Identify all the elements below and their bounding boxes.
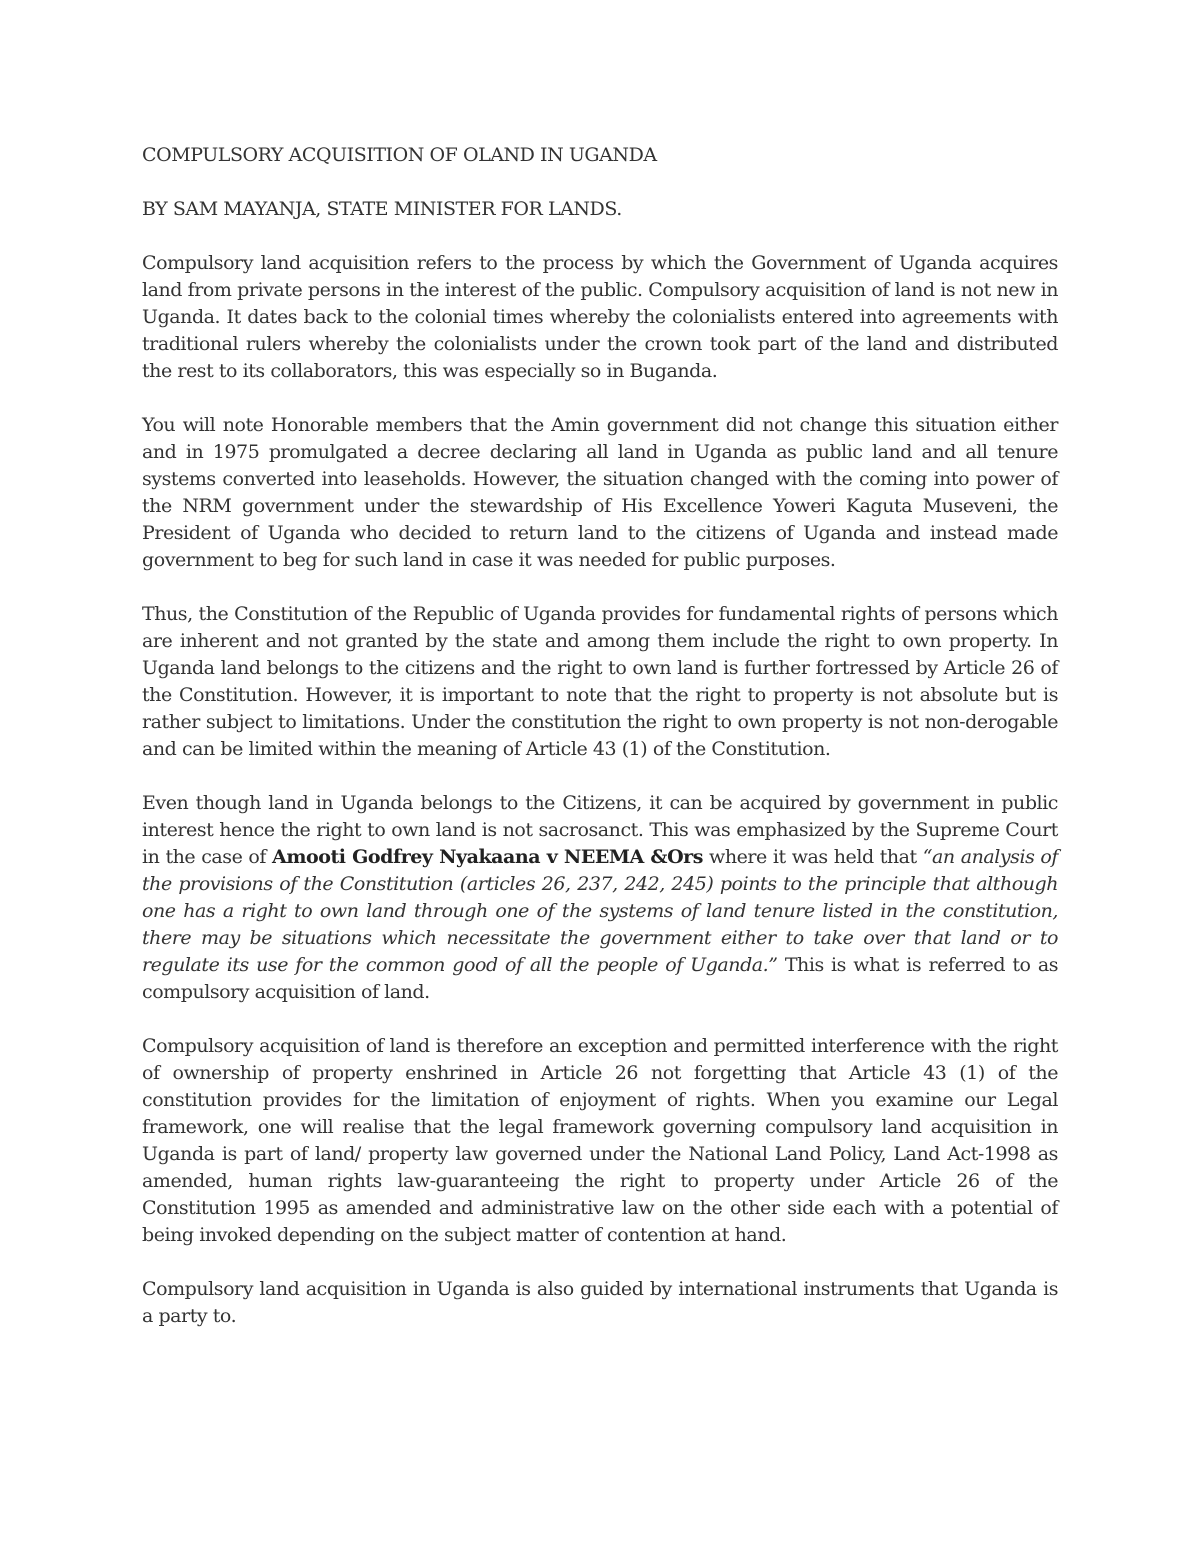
document-title: COMPULSORY ACQUISITION OF OLAND IN UGANDA [142, 144, 657, 166]
document-body [142, 142, 1058, 1357]
paragraph-4-conclusion: This is what is referred to as compulsory acquisition of land. [142, 954, 1058, 1003]
paragraph-4-intro: Even though land in Uganda belongs to the Citizens, it can be acquired by government in public interest hence the right to own land is not sacrosanct. This was emphasized by the Supreme Court in the case of [142, 792, 1058, 868]
paragraph-5: Compulsory acquisition of land is therefore an exception and permitted interference with the right of ownership of property enshrined in Article 26 not forgetting that Article 43 (1) of the constitution provides for the limitation of enjoyment of rights. When you examine our Legal framework, one will realise that the legal framework governing compulsory land acquisition in Uganda is part of land/ property law governed under the National Land Policy, Land Act-1998 as amended, human rights law-guaranteeing the right to property under Article 26 of the Constitution 1995 as amended and administrative law on the other side each with a potential of being invoked depending on the subject matter of contention at hand. [142, 1035, 1058, 1246]
paragraph-3: Thus, the Constitution of the Republic of Uganda provides for fundamental rights of persons which are inherent and not granted by the state and among them include the right to own property. In Uganda land belongs to the citizens and the right to own land is further fortressed by Article 26 of the Constitution. However, it is important to note that the right to property is not absolute but is rather subject to limitations. Under the constitution the right to own property is not non-derogable and can be limited within the meaning of Article 43 (1) of the Constitution. [142, 603, 1058, 760]
paragraph-4-connector: where it was held that [703, 846, 923, 868]
paragraph-2: You will note Honorable members that the Amin government did not change this situation either and in 1975 promulgated a decree declaring all land in Uganda as public land and all tenure systems converted into leaseholds. However, the situation changed with the coming into power of the NRM government under the stewardship of His Excellence Yoweri Kaguta Museveni, the President of Uganda who decided to return land to the citizens of Uganda and instead made government to beg for such land in case it was needed for public purposes. [142, 414, 1058, 571]
paragraph-6: Compulsory land acquisition in Uganda is also guided by international instruments that Uganda is a party to. [142, 1278, 1058, 1327]
case-citation: Amooti Godfrey Nyakaana v NEEMA &Ors [272, 846, 703, 868]
paragraph-1: Compulsory land acquisition refers to the process by which the Government of Uganda acquires land from private persons in the interest of the public. Compulsory acquisition of land is not new in Uganda. It dates back to the colonial times whereby the colonialists entered into agreements with traditional rulers whereby the colonialists under the crown took part of the land and distributed the rest to its collaborators, this was especially so in Buganda. [142, 252, 1058, 382]
document-byline: BY SAM MAYANJA, STATE MINISTER FOR LANDS. [142, 198, 622, 220]
court-quote: “an analysis of the provisions of the Constitution (articles 26, 237, 242, 245) points to the principle that although one has a right to own land through one of the systems of land tenure listed in the constitution, there may be situations which necessitate the government either to take over that land or to regulate its use for the common good of all the people of Uganda.” [142, 846, 1059, 976]
paragraph-4 [142, 790, 1058, 1006]
